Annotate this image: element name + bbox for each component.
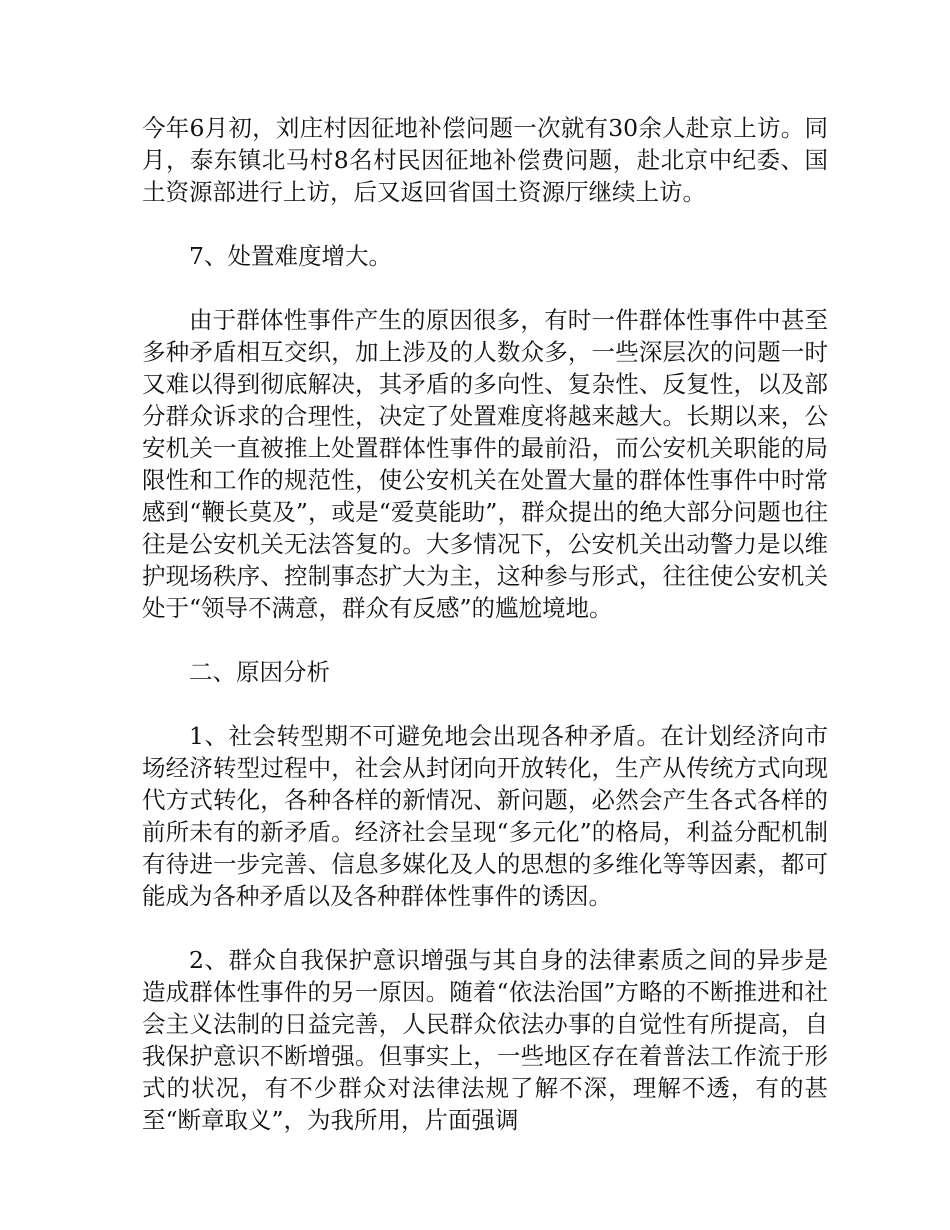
section-heading-cause-analysis: 二、原因分析 bbox=[189, 658, 330, 686]
document-page bbox=[142, 112, 828, 1168]
paragraph-continued-petition: 今年6月初，刘庄村因征地补偿问题一次就有30余人赴京上访。同月，泰东镇北马村8名村民因征地补偿费问题，赴北京中纪委、国土资源部进行上访，后又返回省国土资源厅继续上访。 bbox=[142, 114, 828, 206]
paragraph-cause-2: 2、群众自我保护意识增强与其自身的法律素质之间的异步是造成群体性事件的另一原因。随着“依法治国”方略的不断推进和社会主义法制的日益完善，人民群众依法办事的自觉性有所提高，自我保护意识不断增强。但事实上，一些地区存在着普法工作流于形式的状况，有不少群众对法律法规了解不深，理解不透，有的甚至“断章取义”，为我所用，片面强调 bbox=[142, 946, 828, 1134]
paragraph-handling-difficulty: 由于群体性事件产生的原因很多，有时一件群体性事件中甚至多种矛盾相互交织，加上涉及的人数众多，一些深层次的问题一时又难以得到彻底解决，其矛盾的多向性、复杂性、反复性，以及部分群众诉求的合理性，决定了处置难度将越来越大。长期以来，公安机关一直被推上处置群体性事件的最前沿，而公安机关职能的局限性和工作的规范性，使公安机关在处置大量的群体性事件中时常感到“鞭长莫及”，或是“爱莫能助”，群众提出的绝大部分问题也往往是公安机关无法答复的。大多情况下，公安机关出动警力是以维护现场秩序、控制事态扩大为主，这种参与形式，往往使公安机关处于“领导不满意，群众有反感”的尴尬境地。 bbox=[142, 306, 828, 622]
paragraph-cause-1: 1、社会转型期不可避免地会出现各种矛盾。在计划经济向市场经济转型过程中，社会从封闭向开放转化，生产从传统方式向现代方式转化，各种各样的新情况、新问题，必然会产生各式各样的前所未有的新矛盾。经济社会呈现“多元化”的格局，利益分配机制有待进一步完善、信息多媒化及人的思想的多维化等等因素，都可能成为各种矛盾以及各种群体性事件的诱因。 bbox=[142, 722, 828, 910]
section-heading-7: 7、处置难度增大。 bbox=[189, 242, 392, 270]
